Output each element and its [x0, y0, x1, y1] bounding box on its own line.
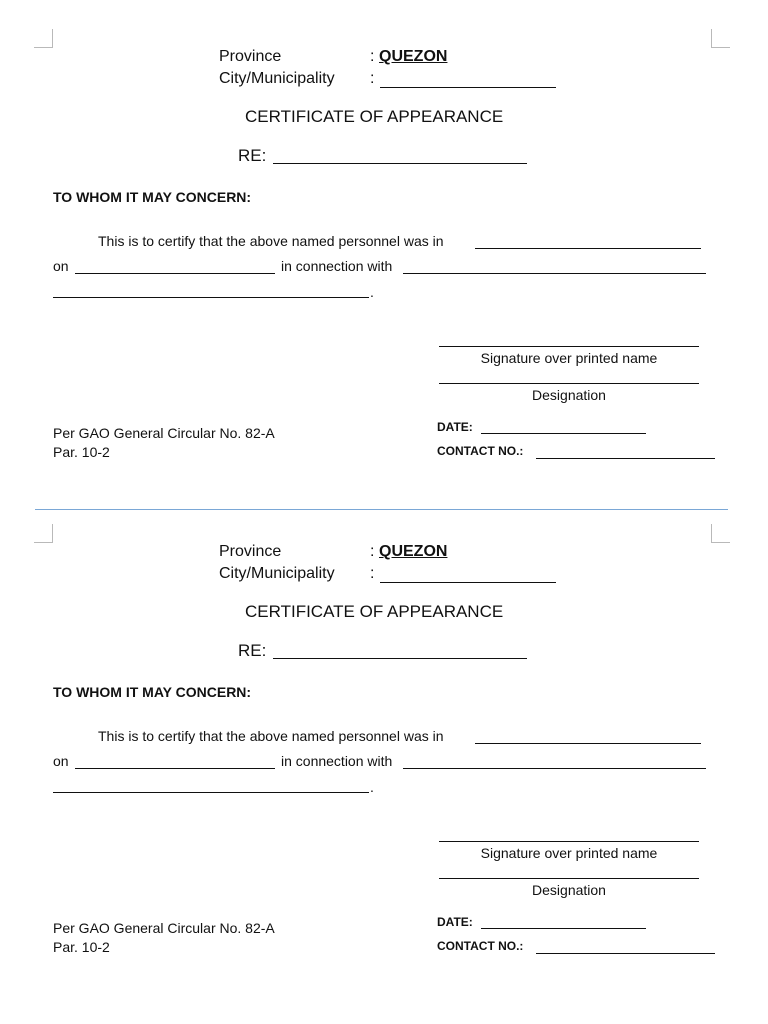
- signature-line[interactable]: [439, 346, 699, 347]
- contact-field-line[interactable]: [536, 953, 715, 954]
- re-label: RE:: [238, 641, 267, 660]
- salutation: TO WHOM IT MAY CONCERN:: [53, 684, 252, 700]
- on-label: on: [53, 258, 69, 274]
- designation-label: Designation: [532, 387, 606, 403]
- signature-label: Signature over printed name: [480, 350, 658, 366]
- reference-line-1: Per GAO General Circular No. 82-A: [53, 920, 275, 936]
- city-label: City/Municipality: [219, 70, 335, 87]
- date-label: DATE:: [437, 915, 473, 929]
- body-text: This is to certify that the above named personnel was in: [98, 728, 444, 744]
- purpose-continuation-line[interactable]: [53, 297, 369, 298]
- page-corner-mark: [34, 29, 53, 48]
- province-label: Province: [219, 543, 282, 560]
- reference-line-2: Par. 10-2: [53, 444, 110, 460]
- purpose-blank-line[interactable]: [403, 768, 706, 769]
- designation-line[interactable]: [439, 878, 699, 879]
- page-corner-mark: [711, 29, 730, 48]
- connection-label: in connection with: [281, 258, 393, 274]
- province-separator: :: [370, 543, 375, 560]
- province-value: QUEZON: [379, 543, 448, 560]
- signature-label: Signature over printed name: [480, 845, 658, 861]
- province-label: Province: [219, 48, 282, 65]
- city-separator: :: [370, 565, 375, 582]
- province-separator: :: [370, 48, 375, 65]
- body-text: This is to certify that the above named personnel was in: [98, 233, 444, 249]
- city-blank-line[interactable]: [380, 582, 556, 583]
- date-label: DATE:: [437, 420, 473, 434]
- purpose-continuation-line[interactable]: [53, 792, 369, 793]
- date-blank-line[interactable]: [75, 273, 275, 274]
- purpose-blank-line[interactable]: [403, 273, 706, 274]
- date-field-line[interactable]: [481, 433, 646, 434]
- re-label: RE:: [238, 146, 267, 165]
- reference-line-1: Per GAO General Circular No. 82-A: [53, 425, 275, 441]
- certificate-title: CERTIFICATE OF APPEARANCE: [245, 602, 504, 621]
- re-blank-line[interactable]: [273, 163, 527, 164]
- certificate-1: [0, 0, 768, 495]
- contact-label: CONTACT NO.:: [437, 939, 524, 953]
- designation-label: Designation: [532, 882, 606, 898]
- salutation: TO WHOM IT MAY CONCERN:: [53, 189, 252, 205]
- reference-line-2: Par. 10-2: [53, 939, 110, 955]
- certificate-title: CERTIFICATE OF APPEARANCE: [245, 107, 504, 126]
- signature-line[interactable]: [439, 841, 699, 842]
- date-blank-line[interactable]: [75, 768, 275, 769]
- province-value: QUEZON: [379, 48, 448, 65]
- period: .: [370, 779, 374, 795]
- period: .: [370, 284, 374, 300]
- designation-line[interactable]: [439, 383, 699, 384]
- city-label: City/Municipality: [219, 565, 335, 582]
- contact-label: CONTACT NO.:: [437, 444, 524, 458]
- contact-field-line[interactable]: [536, 458, 715, 459]
- place-blank-line[interactable]: [475, 743, 701, 744]
- page-corner-mark: [711, 524, 730, 543]
- city-separator: :: [370, 70, 375, 87]
- on-label: on: [53, 753, 69, 769]
- certificate-2: [0, 495, 768, 990]
- place-blank-line[interactable]: [475, 248, 701, 249]
- connection-label: in connection with: [281, 753, 393, 769]
- date-field-line[interactable]: [481, 928, 646, 929]
- city-blank-line[interactable]: [380, 87, 556, 88]
- re-blank-line[interactable]: [273, 658, 527, 659]
- page-corner-mark: [34, 524, 53, 543]
